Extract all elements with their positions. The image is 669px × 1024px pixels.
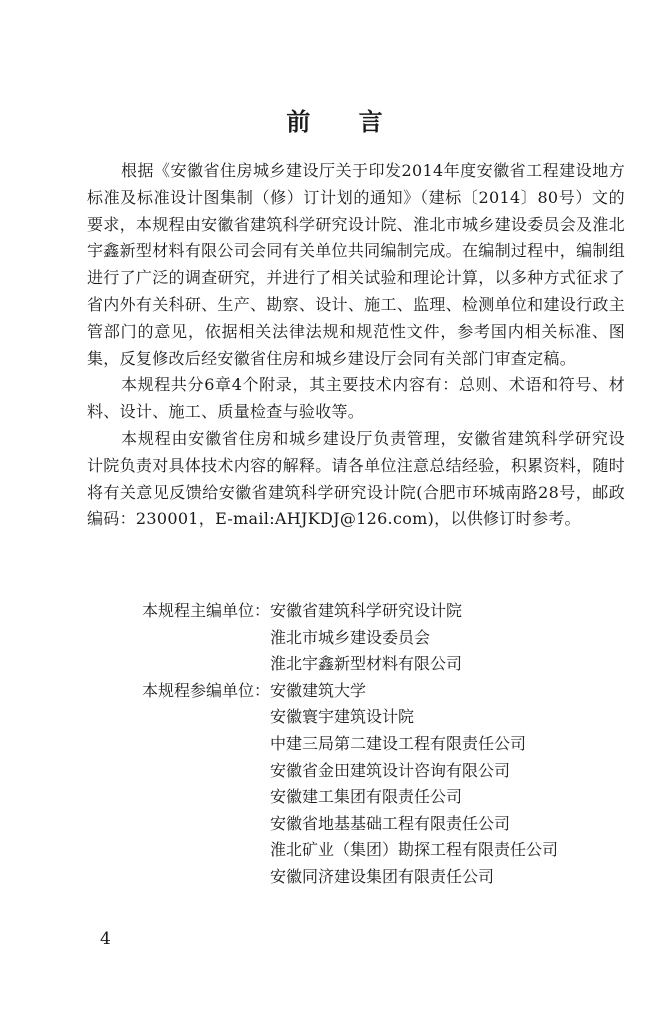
list-item: 安徽建筑大学 <box>270 680 367 700</box>
compiling-units <box>87 598 647 891</box>
list-item: 安徽建工集团有限责任公司 <box>270 787 463 807</box>
list-item: 淮北市城乡建设委员会 <box>270 627 431 647</box>
participating-units-list <box>270 678 558 891</box>
chief-units-list <box>270 598 462 678</box>
list-item: 淮北宇鑫新型材料有限公司 <box>270 654 463 674</box>
page-number: 4 <box>100 929 111 949</box>
paragraph-background: 根据《安徽省住房城乡建设厅关于印发2014年度安徽省工程建设地方标准及标准设计图集制（修）订计划的通知》（建标〔2014〕80号）文的要求，本规程由安徽省建筑科学研究设计院、淮北市城乡建设委员会及淮北宇鑫新型材料有限公司会同有关单位共同编制完成。在编制过程中，编制组进行了广泛的调查研究，并进行了相关试验和理论计算，以多种方式征求了省内外有关科研、生产、勘察、设计、施工、监理、检测单位和建设行政主管部门的意见，依据相关法律法规和规范性文件，参考国内相关标准、图集，反复修改后经安徽省住房和城乡建设厅会同有关部门审查定稿。 <box>87 161 625 368</box>
list-item: 安徽寰宇建筑设计院 <box>270 707 415 727</box>
chief-units-label: 本规程主编单位： <box>141 601 270 620</box>
list-item: 安徽省金田建筑设计咨询有限公司 <box>270 760 511 780</box>
list-item: 安徽同济建设集团有限责任公司 <box>270 866 495 886</box>
preface-body <box>87 158 625 533</box>
paragraph-management: 本规程由安徽省住房和城乡建设厅负责管理，安徽省建筑科学研究设计院负责对具体技术内容的解释。请各单位注意总结经验，积累资料，随时将有关意见反馈给安徽省建筑科学研究设计院(合肥市环城南路28号，邮政编码：230001，E-mail:AHJKDJ@126.com)，以供修订时参考。 <box>87 428 625 529</box>
participating-units-label: 本规程参编单位： <box>141 680 270 700</box>
paragraph-contents: 本规程共分6章4个附录，其主要技术内容有：总则、术语和符号、材料、设计、施工、质量检查与验收等。 <box>87 375 625 422</box>
list-item: 安徽省建筑科学研究设计院 <box>270 601 463 620</box>
page-title: 前 言 <box>286 107 403 136</box>
participating-units-block <box>87 678 647 891</box>
chief-units-block <box>87 598 647 678</box>
list-item: 中建三局第二建设工程有限责任公司 <box>270 733 527 753</box>
list-item: 安徽省地基基础工程有限责任公司 <box>270 813 511 833</box>
list-item: 淮北矿业（集团）勘探工程有限责任公司 <box>270 840 559 860</box>
